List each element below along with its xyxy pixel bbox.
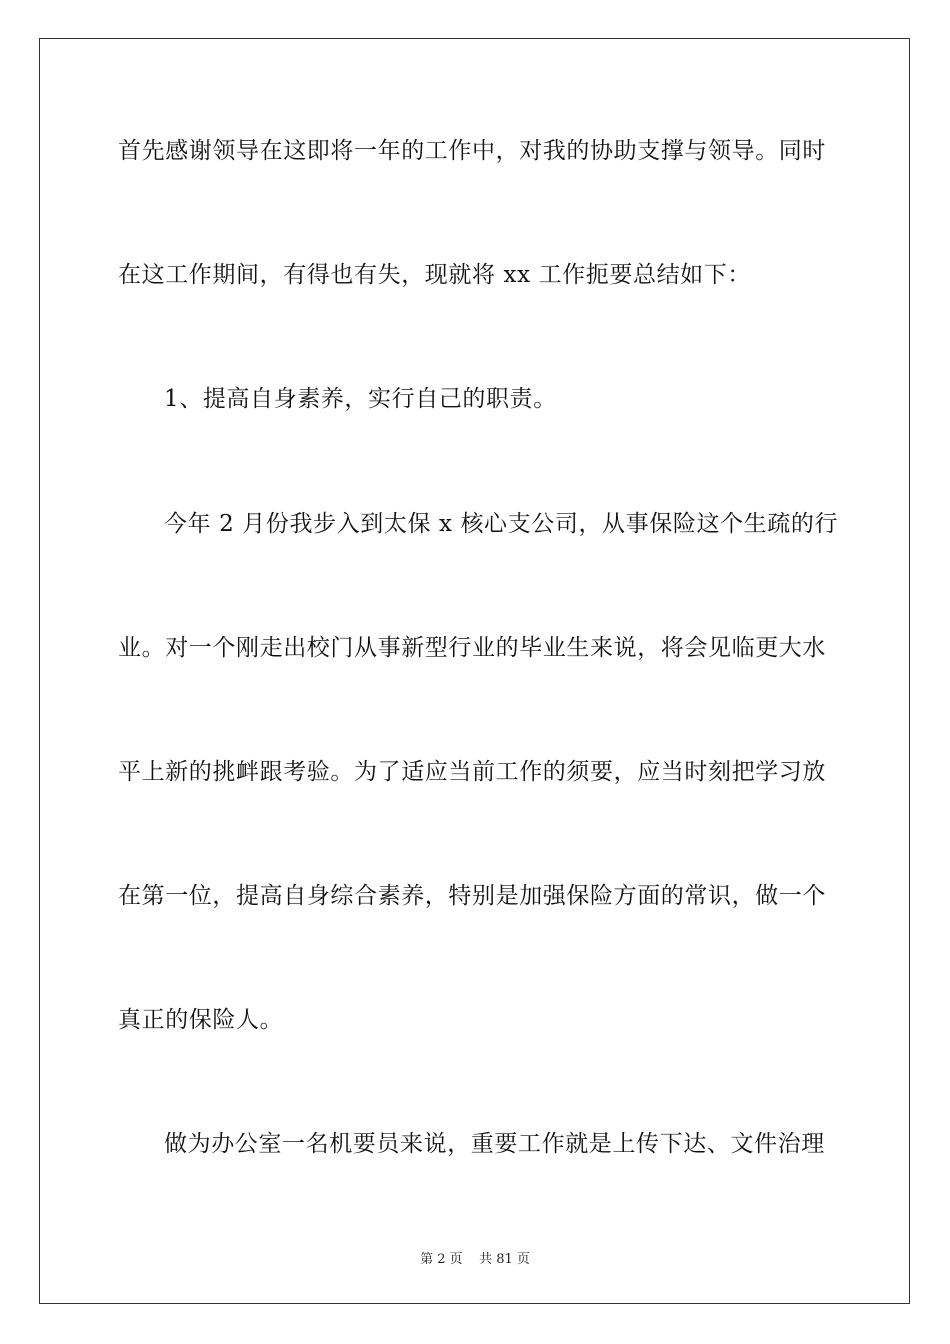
body-line-6: 平上新的挑衅跟考验。为了适应当前工作的须要，应当时刻把学习放 [118,759,826,785]
section-heading: 1、提高自身素养，实行自己的职责。 [164,386,557,412]
body-line-5: 业。对一个刚走出校门从事新型行业的毕业生来说，将会见临更大水 [118,635,826,661]
body-line-9: 做为办公室一名机要员来说，重要工作就是上传下达、文件治理 [164,1131,825,1157]
body-line-8: 真正的保险人。 [118,1007,284,1033]
page-footer: 第 2 页 共 81 页 [420,1252,530,1267]
page-border [39,38,910,1304]
body-line-2: 在这工作期间，有得也有失，现就将 xx 工作扼要总结如下： [118,262,751,288]
body-line-1: 首先感谢领导在这即将一年的工作中，对我的协助支撑与领导。同时 [118,138,826,164]
body-line-7: 在第一位，提高自身综合素养，特别是加强保险方面的常识，做一个 [118,883,826,909]
body-line-4: 今年 2 月份我步入到太保 x 核心支公司，从事保险这个生疏的行 [164,511,839,537]
